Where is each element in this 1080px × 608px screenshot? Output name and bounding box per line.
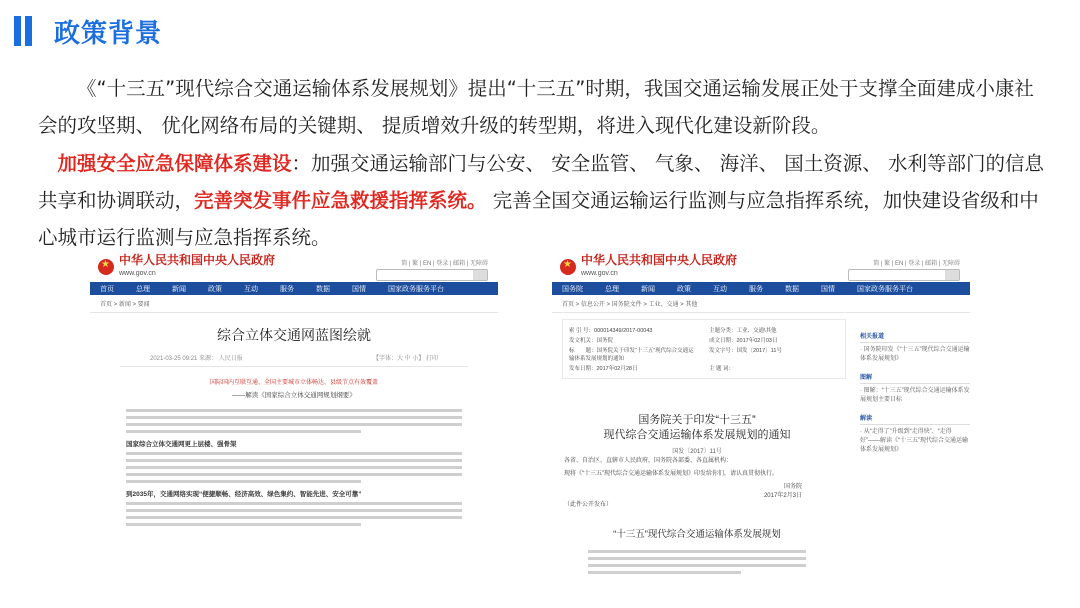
national-emblem-icon bbox=[560, 259, 576, 275]
nav-item: 国家政务服务平台 bbox=[388, 285, 444, 293]
nav-item: 总理 bbox=[136, 285, 150, 293]
paragraph-safety bbox=[38, 145, 1048, 256]
nav-item: 国家政务服务平台 bbox=[857, 285, 913, 293]
article-title: 综合立体交通网蓝图绘就 bbox=[217, 327, 371, 343]
highlight-emergency-command: 完善突发事件应急救援指挥系统。 bbox=[194, 189, 487, 212]
nav-item: 服务 bbox=[749, 285, 763, 293]
doc-info-item: 索 引 号：000014349/2017-00043 bbox=[569, 328, 653, 334]
notice-title-line2: 现代综合交通运输体系发展规划的通知 bbox=[603, 429, 791, 441]
nav-item: 国情 bbox=[352, 285, 366, 293]
nav-item: 数据 bbox=[785, 285, 799, 293]
gov-url: www.gov.cn bbox=[581, 270, 618, 277]
paragraph-background: 《“十三五”现代综合交通运输体系发展规划》提出“十三五”时期，我国交通运输发展正处于支撑全面建成小康社会的攻坚期、 优化网络布局的关键期、 提质增效升级的转型期，将进入现代化建设新阶段。 bbox=[38, 77, 1034, 137]
signer: 国务院 bbox=[783, 484, 802, 490]
nav-item: 互动 bbox=[713, 285, 727, 293]
interpretation-heading: 解读 bbox=[860, 413, 970, 425]
screenshot-gov-article bbox=[90, 252, 498, 608]
article-body bbox=[90, 399, 498, 536]
util-links: 简 | 繁 | EN | 登录 | 邮箱 | 无障碍 bbox=[401, 261, 488, 267]
article-meta bbox=[120, 345, 468, 367]
nav-item: 国情 bbox=[821, 285, 835, 293]
search-box bbox=[848, 269, 960, 281]
nav-item: 互动 bbox=[244, 285, 258, 293]
plan-title: “十三五”现代综合交通运输体系发展规划 bbox=[613, 529, 781, 540]
infographic-heading: 图解 bbox=[860, 372, 970, 384]
title-accent-bars bbox=[14, 16, 32, 46]
gov-nav bbox=[90, 282, 498, 295]
related-reports-heading: 相关报道 bbox=[860, 331, 970, 343]
gov-header bbox=[552, 252, 970, 282]
doc-info-item: 发布日期：2017年02月28日 bbox=[569, 366, 638, 372]
nav-item: 首页 bbox=[100, 285, 114, 293]
doc-info-box bbox=[562, 319, 846, 379]
doc-info-item: 主题分类：工业、交通\其他 bbox=[709, 328, 777, 334]
article-red-subtitle: 国际国内互联互通、全国主要城市立体畅达、县级节点有效覆盖 bbox=[209, 380, 378, 386]
infographic-link: · 图解：“十三五”现代综合交通运输体系发展规划主要目标 bbox=[860, 388, 970, 403]
article-subtitle: ——解读《国家综合立体交通网规划纲要》 bbox=[232, 392, 356, 399]
doc-info-item: 发文机关：国务院 bbox=[569, 338, 614, 344]
notice-title-line1: 国务院关于印发“十三五” bbox=[638, 414, 756, 426]
nav-item: 新闻 bbox=[172, 285, 186, 293]
breadcrumb: 首页 > 信息公开 > 国务院文件 > 工业、交通 > 其他 bbox=[552, 295, 970, 313]
nav-item: 数据 bbox=[316, 285, 330, 293]
gov-name: 中华人民共和国中央人民政府 bbox=[119, 253, 276, 267]
article-source: 2021-03-25 09:21 来源： 人民日报 bbox=[150, 356, 243, 362]
gov-url: www.gov.cn bbox=[119, 270, 156, 277]
nav-item: 服务 bbox=[280, 285, 294, 293]
gov-header bbox=[90, 252, 498, 282]
paragraph-safety-text2: 完善全国交通运输运行监测与应急指挥系统，加快建设省级和中心城市运行监测与应急指挥系统。 bbox=[38, 189, 1039, 249]
paragraph-safety-text1: ：加强交通运输部门与公安、 安全监管、 气象、 海洋、 国土资源、 水利等部门的信息共享和协调联动， bbox=[38, 152, 1045, 212]
nav-item: 总理 bbox=[605, 285, 619, 293]
article-section-heading-2: 到2035年，交通网络实现“便捷顺畅、经济高效、绿色集约、智能先进、安全可靠” bbox=[126, 491, 362, 498]
doc-info-item: 发文字号：国发〔2017〕11号 bbox=[709, 348, 782, 354]
article-tools: 【字体：大 中 小】 打印 bbox=[372, 356, 438, 362]
related-sidebar bbox=[860, 313, 970, 455]
breadcrumb: 首页 > 新闻 > 要闻 bbox=[90, 295, 498, 313]
sign-date: 2017年2月3日 bbox=[763, 493, 802, 499]
plan-body bbox=[552, 540, 842, 584]
nav-item: 国务院 bbox=[562, 285, 583, 293]
nav-item: 新闻 bbox=[641, 285, 655, 293]
doc-info-item: 主 题 词： bbox=[709, 366, 735, 372]
gov-name: 中华人民共和国中央人民政府 bbox=[581, 253, 738, 267]
doc-number: 国发〔2017〕11号 bbox=[672, 449, 722, 455]
notice-title bbox=[552, 413, 842, 443]
notice-body: 现将《“十三五”现代综合交通运输体系发展规划》印发给你们，请认真贯彻执行。 bbox=[564, 471, 778, 477]
interpretation-link: · 从“走得了”升级到“走得快”、“走得好”——解读《“十三五”现代综合交通运输体系发展规划》 bbox=[860, 429, 968, 453]
nav-item: 政策 bbox=[208, 285, 222, 293]
search-box bbox=[376, 269, 488, 281]
page-title: 政策背景 bbox=[54, 18, 163, 49]
notice-main bbox=[552, 313, 842, 584]
screenshot-gov-notice bbox=[552, 252, 970, 608]
addressee: 各省、自治区、直辖市人民政府，国务院各部委、各直属机构： bbox=[564, 458, 733, 464]
highlight-safety-system: 加强安全应急保障体系建设 bbox=[57, 152, 292, 175]
doc-info-item: 成文日期：2017年02月03日 bbox=[709, 338, 778, 344]
gov-nav bbox=[552, 282, 970, 295]
national-emblem-icon bbox=[98, 259, 114, 275]
public-note: （此件公开发布） bbox=[564, 502, 613, 508]
title-bar bbox=[14, 14, 162, 48]
doc-info-item: 标 题：国务院关于印发“十三五”现代综合交通运输体系发展规划的通知 bbox=[569, 348, 694, 362]
util-links: 简 | 繁 | EN | 登录 | 邮箱 | 无障碍 bbox=[873, 261, 960, 267]
nav-item: 政策 bbox=[677, 285, 691, 293]
related-report-link: · 国务院印发《“十三五”现代综合交通运输体系发展规划》 bbox=[860, 347, 970, 362]
article-section-heading: 国家综合立体交通网更上层楼、强骨架 bbox=[126, 441, 237, 448]
